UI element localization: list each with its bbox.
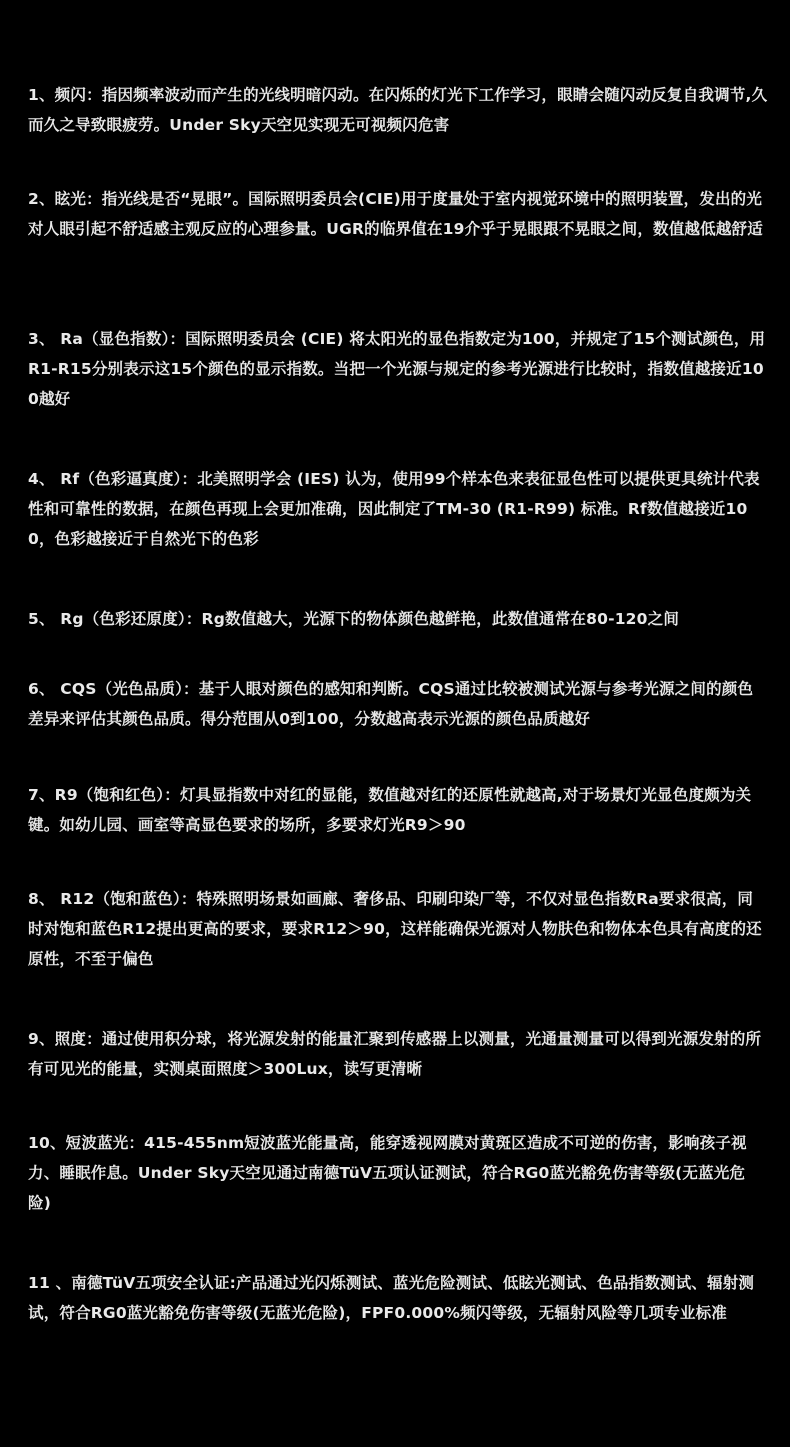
- paragraph-tuv-certification: 11 、南德TüV五项安全认证:产品通过光闪烁测试、蓝光危险测试、低眩光测试、色品指数测试、辐射测试，符合RG0蓝光豁免伤害等级(无蓝光危险)，FPF0.000%频闪等级，无辐射风险等几项专业标准: [28, 1274, 755, 1322]
- paragraph-cqs: 6、 CQS（光色品质）：基于人眼对颜色的感知和判断。CQS通过比较被测试光源与参考光源之间的颜色差异来评估其颜色品质。得分范围从0到100，分数越高表示光源的颜色品质越好: [28, 680, 754, 728]
- paragraph-rf: 4、 Rf（色彩逼真度）：北美照明学会 (IES) 认为，使用99个样本色来表征显色性可以提供更具统计代表性和可靠性的数据，在颜色再现上会更加准确，因此制定了TM-30 (R1-R99) 标准。Rf数值越接近100，色彩越接近于自然光下的色彩: [28, 470, 760, 548]
- paragraph-r12: 8、 R12（饱和蓝色）：特殊照明场景如画廊、奢侈品、印刷印染厂等，不仅对显色指数Ra要求很高，同时对饱和蓝色R12提出更高的要求，要求R12＞90，这样能确保光源对人物肤色和物体本色具有高度的还原性，不至于偏色: [28, 890, 762, 968]
- paragraph-flicker: 1、频闪：指因频率波动而产生的光线明暗闪动。在闪烁的灯光下工作学习，眼睛会随闪动反复自我调节,久而久之导致眼疲劳。Under Sky天空见实现无可视频闪危害: [28, 86, 768, 134]
- paragraph-ra: 3、 Ra（显色指数）：国际照明委员会 (CIE) 将太阳光的显色指数定为100，并规定了15个测试颜色，用R1-R15分别表示这15个颜色的显示指数。当把一个光源与规定的参考光源进行比较时，指数值越接近100越好: [28, 330, 766, 408]
- paragraph-r9: 7、R9（饱和红色）：灯具显指数中对红的显能，数值越对红的还原性就越高,对于场景灯光显色度颇为关键。如幼儿园、画室等高显色要求的场所，多要求灯光R9＞90: [28, 786, 752, 834]
- paragraph-glare: 2、眩光：指光线是否“晃眼”。国际照明委员会(CIE)用于度量处于室内视觉环境中的照明装置，发出的光对人眼引起不舒适感主观反应的心理参量。UGR的临界值在19介乎于晃眼跟不晃眼之间，数值越低越舒适: [28, 190, 763, 238]
- paragraph-rg: 5、 Rg（色彩还原度）：Rg数值越大，光源下的物体颜色越鲜艳，此数值通常在80-120之间: [28, 610, 680, 628]
- paragraph-blue-light: 10、短波蓝光：415-455nm短波蓝光能量高，能穿透视网膜对黄斑区造成不可逆的伤害，影响孩子视力、睡眠作息。Under Sky天空见通过南德TüV五项认证测试，符合RG0蓝光豁免伤害等级(无蓝光危险): [28, 1134, 747, 1212]
- paragraph-illuminance: 9、照度：通过使用积分球，将光源发射的能量汇聚到传感器上以测量，光通量测量可以得到光源发射的所有可见光的能量，实测桌面照度＞300Lux，读写更清晰: [28, 1030, 762, 1078]
